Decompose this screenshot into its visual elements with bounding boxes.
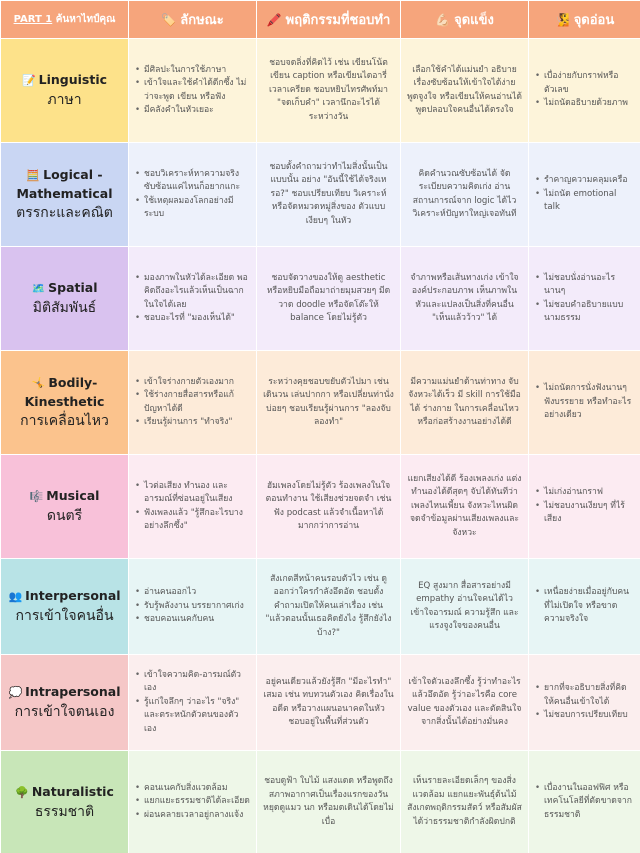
list-item: • เข้าใจและใช้คำได้ดีกซึ้ง ไม่ว่าจะพูด เขียน หรือฟัง [135, 77, 250, 104]
map-icon: 🗺️ [31, 282, 46, 295]
type-cell [1, 559, 129, 655]
list-item: • ยากที่จะอธิบายสิ่งที่คิดให้คนอื่นเข้าใจได้ [535, 682, 634, 709]
table-row-spatial [1, 247, 640, 351]
weakness-cell [529, 751, 640, 853]
type-cell [1, 455, 129, 559]
person-icon: 🧏 [554, 13, 570, 27]
type-name-th: ตรรกะและคณิต [16, 205, 113, 221]
type-name-en: Bodily-Kinesthetic [24, 375, 105, 409]
strength-cell: EQ สูงมาก สื่อสารอย่างมี empathy อ่านใจคนได้ไว เข้าใจอารมณ์ ความรู้สึก และแรงจูงใจของคนอื่น [401, 559, 529, 655]
type-name-th: มิติสัมพันธ์ [32, 300, 97, 316]
traits-cell [129, 39, 257, 143]
strength-cell: เข้าใจตัวเองลึกซึ้ง รู้ว่าทำอะไรแล้วอึดอัด รู้ว่าอะไรคือ core value ของตัวเอง และตัดสินใจจากสิ่งนั้นได้อย่างมั่นคง [401, 655, 529, 751]
list-item: • ไม่ชอบการเปรียบเทียบ [535, 709, 634, 723]
traits-cell [129, 351, 257, 455]
strength-cell: จำภาพหรือเส้นทางเก่ง เข้าใจองค์ประกอบภาพ เห็นภาพในหัวและแปลงเป็นสิ่งที่คนอื่น "เห็นแล้วว้าว" ได้ [401, 247, 529, 351]
part-text: ค้นหาไทป์คุณ [55, 14, 116, 25]
strength-cell: เลือกใช้คำได้แม่นยำ อธิบายเรื่องซับซ้อนให้เข้าใจได้ง่าย พูดจูงใจ หรือเขียนให้คนอ่านได้ พูดปลอบใจคนอื่นได้ตรงใจ [401, 39, 529, 143]
behavior-cell: ชอบดูฟ้า ใบไม้ แสงแดด หรือพูดถึงสภาพอากาศเป็นเรื่องแรกของวัน หยุดดูแมว นก หรือมดเดินได้โดยไม่เบื่อ [257, 751, 401, 853]
list-item: • ไม่ถนัดการนั่งฟังนานๆ ฟังบรรยาย หรือทำอะไรอย่างเดียว [535, 382, 634, 423]
list-item: • ไม่ถนัด emotional talk [535, 188, 634, 215]
cartwheel-icon: 🤸 [31, 377, 46, 390]
tag-icon: 🏷️ [161, 13, 177, 27]
tree-icon: 🌳 [15, 785, 29, 799]
column-header-traits [129, 1, 257, 39]
strength-cell: มีความแม่นยำด้านท่าทาง จับจังหวะได้เร็ว มี skill การใช้มือได้ ร่างกาย ในการเคลื่อนไหว หรือก่อสร้างงานอย่างได้ดี [401, 351, 529, 455]
type-name-en: Logical - Mathematical [16, 167, 113, 201]
part-header [1, 1, 129, 39]
behavior-cell: ชอบจดลิ่งที่คิดไว้ เช่น เขียนโน้ต เขียน caption หรือเขียนไดอารี่เวลาเครียด ชอบหยิบไทรศัพท์มา "จดเก็บคำ" เวลานึกอะไรได้ระหว่างวัน [257, 39, 401, 143]
column-label: จุดอ่อน [573, 13, 615, 28]
traits-cell [129, 143, 257, 247]
behavior-cell: ชอบจัดวางของให้ดู aesthetic หรือหยิบมือถือมาถ่ายมุมสวยๆ มีดวาด doodle หรือจัดโต๊ะให้ balance โดยไม่รู้ตัว [257, 247, 401, 351]
column-header-behavior [257, 1, 401, 39]
crayon-icon: 🖍️ [266, 13, 282, 27]
list-item: • มีคลังคำในหัวเยอะ [135, 104, 250, 118]
strength-cell: แยกเสียงได้ดี ร้องเพลงเก่ง แต่งทำนองได้ดีสุดๆ จับได้ทันทีว่าเพลงไหนเพี้ยน จังหวะไหนผิด จดจำข้อมูลผ่านเสียงเพลงและจังหวะ [401, 455, 529, 559]
type-name-en: Naturalistic [31, 783, 114, 799]
list-item: • เข้าใจร่างกายตัวเองมาก [135, 376, 250, 390]
list-item: • ไม่เก่งอ่านกราฟ [535, 486, 634, 500]
type-cell [1, 143, 129, 247]
traits-cell [129, 455, 257, 559]
type-name-en: Musical [46, 488, 100, 503]
type-cell [1, 751, 129, 853]
behavior-cell: สังเกตสีหน้าคนรอบตัวไว เช่น ดูออกว่าใครกำลังอึดอัด ชอบตั้งคำถามเปิดให้คนเล่าเรื่อง เช่น "แล้วตอนนั้นเธอคิดยังไง รู้สึกยังไงบ้าง?" [257, 559, 401, 655]
list-item: • ไม่ชอบงานเงียบๆ ที่ไร้เสียง [535, 500, 634, 527]
list-item: • ไม่ชอบคำอธิบายแบบนามธรรม [535, 299, 634, 326]
list-item: • เหนื่อยง่ายเมื่ออยู่กับคนที่ไม่เปิดใจ หรือขาดความจริงใจ [535, 586, 634, 627]
type-name-th: การเข้าใจตนเอง [14, 704, 115, 720]
weakness-cell [529, 247, 640, 351]
type-name-en: Intrapersonal [25, 684, 121, 699]
behavior-cell: ฮัมเพลงโดยไม่รู้ตัว ร้องเพลงในใจตอนทำงาน ใช้เสียงช่วยจดจำ เช่น ฟัง podcast แล้วจำเนื้อหาได้มากกว่าการอ่าน [257, 455, 401, 559]
list-item: • เบื่อง่ายกับกราฟหรือตัวเลข [535, 70, 634, 97]
type-name-th: การเคลื่อนไหว [20, 413, 109, 429]
traits-cell [129, 655, 257, 751]
list-item: • ชอบวิเคราะห์หาความจริง ซับซ้อนแค่ไหนก็อยากแกะ [135, 168, 250, 195]
table-header [1, 1, 640, 39]
list-item: • เข้าใจความคิด-อารมณ์ตัวเอง [135, 669, 250, 696]
flexed-arm-icon: 💪🏻 [435, 13, 451, 27]
list-item: • ผ่อนคลายเวลาอยู่กลางแจ้ง [135, 809, 250, 823]
table-row-interpersonal [1, 559, 640, 655]
list-item: • มองภาพในหัวได้ละเอียด พอคิดถึงอะไรแล้วเห็นเป็นฉากในใจได้เลย [135, 272, 250, 313]
people-icon: 👥 [8, 590, 23, 603]
list-item: • อ่านคนออกไว [135, 586, 250, 600]
list-item: • เบื่องานในออฟฟิศ หรือเทคโนโลยีที่ตัดขาดจากธรรมชาติ [535, 782, 634, 823]
abacus-icon: 🧮 [26, 169, 41, 182]
list-item: • ไม่ถนัดอธิบายด้วยภาพ [535, 97, 634, 111]
column-label: ลักษณะ [180, 13, 224, 28]
thought-bubble-icon: 💭 [8, 686, 23, 699]
list-item: • ฟังเพลงแล้ว "รู้สึกอะไรบางอย่างลึกซึ้ง" [135, 507, 250, 534]
strength-cell: เห็นรายละเอียดเล็กๆ ของสิ่งแวดล้อม แยกแยะพันธุ์ต้นไม้ สังเกตพฤติกรรมสัตว์ หรือสัมผัสได้ว่าธรรมชาติกำลังผิดปกติ [401, 751, 529, 853]
type-name-th: การเข้าใจคนอื่น [15, 608, 114, 624]
list-item: • ไวต่อเสียง ทำนอง และอารมณ์ที่ซ่อนอยู่ในเสียง [135, 480, 250, 507]
traits-cell [129, 751, 257, 853]
list-item: • รับรู้พลังงาน บรรยากาศเก่ง [135, 600, 250, 614]
table-row-bodily [1, 351, 640, 455]
traits-cell [129, 247, 257, 351]
behavior-cell: ชอบตั้งคำถามว่าทำไมสิ่งนั้นเป็นแบบนั้น อย่าง "อันนี้ใช้ได้จริงเหรอ?" ชอบเปรียบเทียบ วิเคราะห์ หรือจัดหมวดหมู่สิ่งของ ตัวแบบเงียบๆ ในหัว [257, 143, 401, 247]
memo-icon: 📝 [21, 74, 36, 87]
list-item: • รำคาญความคลุมเครือ [535, 174, 634, 188]
weakness-cell [529, 655, 640, 751]
weakness-cell [529, 351, 640, 455]
table-row-naturalistic [1, 751, 640, 853]
behavior-cell: อยู่คนเดียวแล้วยังรู้สึก "มีอะไรทำ" เสมอ เช่น ทบทวนตัวเอง คิดเรื่องในอดีต หรือวางแผนอนาคตในหัว ชอบอยู่ในพื้นที่ส่วนตัว [257, 655, 401, 751]
list-item: • คอนเนคกับสิ่งแวดล้อม [135, 782, 250, 796]
list-item: • มีศิลปะในการใช้ภาษา [135, 64, 250, 78]
type-cell [1, 39, 129, 143]
type-cell [1, 351, 129, 455]
weakness-cell [529, 143, 640, 247]
column-header-weakness [529, 1, 640, 39]
table-row-intrapersonal [1, 655, 640, 751]
type-name-th: ดนตรี [46, 508, 83, 524]
type-name-th: ภาษา [47, 92, 82, 108]
traits-cell [129, 559, 257, 655]
type-cell [1, 655, 129, 751]
music-score-icon: 🎼 [29, 490, 44, 503]
list-item: • ชอบอะไรที่ "มองเห็นได้" [135, 312, 250, 326]
list-item: • ใช้ร่างกายสื่อสารหรือแก้ปัญหาได้ดี [135, 389, 250, 416]
list-item: • ไม่ชอบนั่งอ่านอะไรนานๆ [535, 272, 634, 299]
list-item: • แยกแยะธรรมชาติได้ละเอียด [135, 795, 250, 809]
weakness-cell [529, 455, 640, 559]
type-cell [1, 247, 129, 351]
strength-cell: คิดคำนวณซับซ้อนได้ จัดระเบียบความคิดเก่ง อ่านสถานการณ์จาก logic ได้ไว วิเคราะห์ปัญหาใหญ่เจอทันที [401, 143, 529, 247]
type-name-en: Linguistic [38, 72, 108, 87]
table-row-logical [1, 143, 640, 247]
list-item: • ชอบคอนเนคกับคน [135, 613, 250, 627]
weakness-cell [529, 39, 640, 143]
column-header-strength [401, 1, 529, 39]
list-item: • ใช้เหตุผลมองโลกอย่างมีระบบ [135, 195, 250, 222]
column-label: พฤติกรรมที่ชอบทำ [285, 13, 391, 28]
part-tag: PART 1 [13, 14, 53, 25]
type-name-th: ธรรมชาติ [34, 803, 95, 820]
list-item: • รู้แก่ใจลึกๆ ว่าอะไร "จริง" และตระหนักตัวตนของตัวเอง [135, 696, 250, 737]
table-row-musical [1, 455, 640, 559]
behavior-cell: ระหว่างคุยชอบขยับตัวไปมา เช่น เดินวน เล่นปากกา หรือเปลี่ยนท่านั่งบ่อยๆ ชอบเรียนรู้ผ่านการ "ลองจับ ลองทำ" [257, 351, 401, 455]
list-item: • เรียนรู้ผ่านการ "ทำจริง" [135, 416, 250, 430]
type-name-en: Interpersonal [25, 588, 121, 603]
type-name-en: Spatial [48, 280, 98, 295]
weakness-cell [529, 559, 640, 655]
table-row-linguistic [1, 39, 640, 143]
column-label: จุดแข็ง [454, 13, 494, 28]
